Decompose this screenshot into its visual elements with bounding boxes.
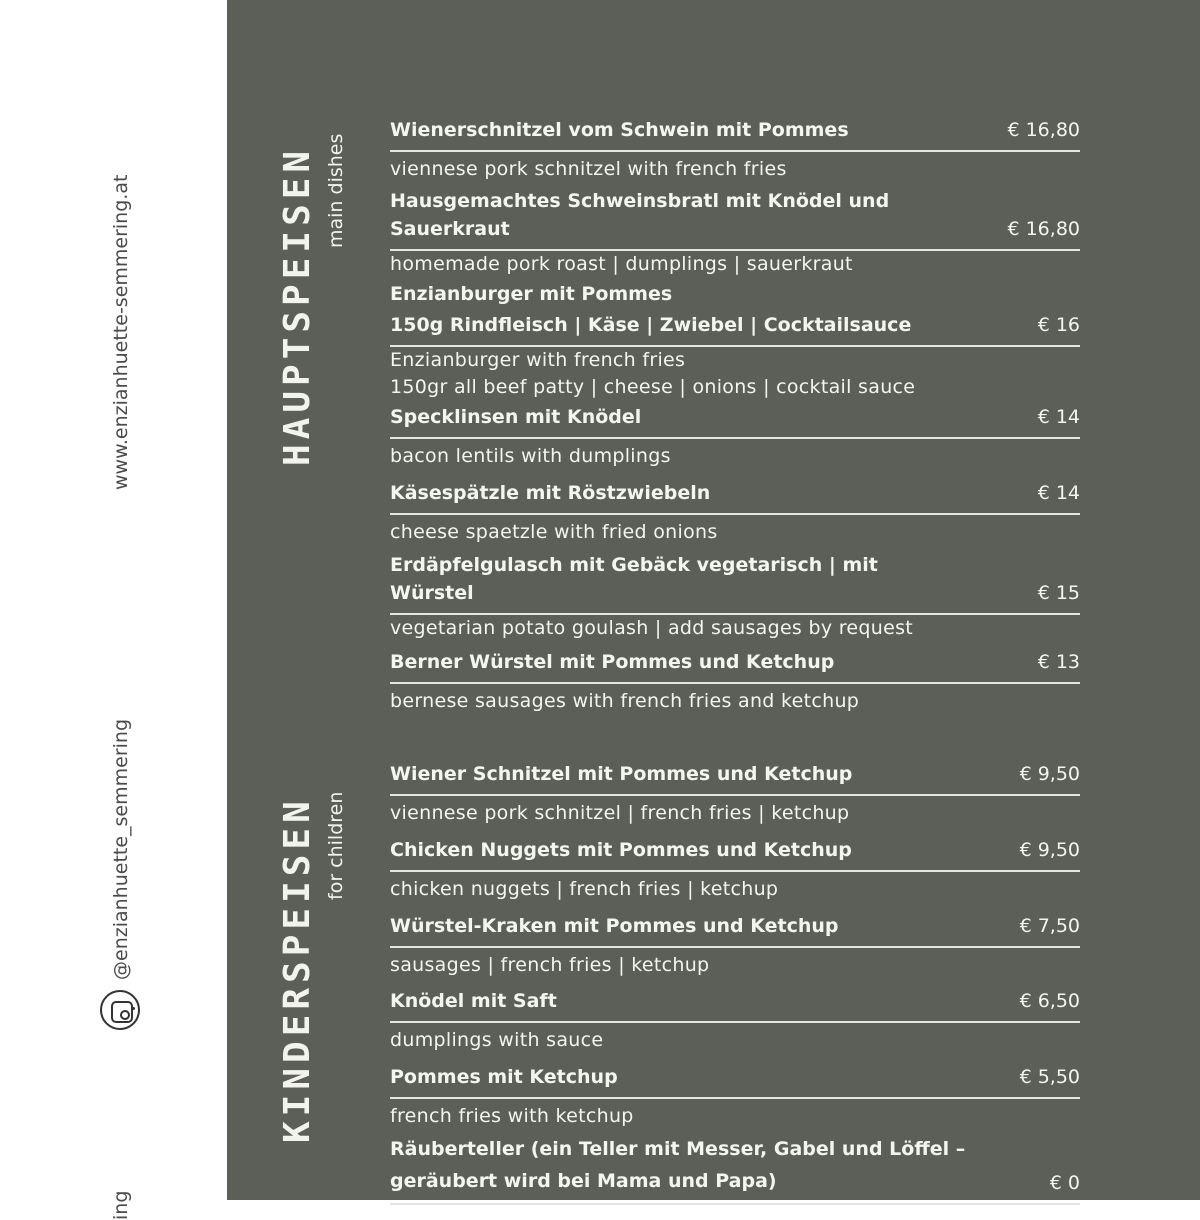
item-name-detail: 150g Rindfleisch | Käse | Zwiebel | Cocktailsauce xyxy=(390,314,912,336)
menu-item xyxy=(390,551,1080,642)
item-price: € 6,50 xyxy=(1019,990,1080,1012)
menu-item xyxy=(390,1063,1080,1130)
menu-item xyxy=(390,116,1080,183)
item-name: Erdäpfelgulasch mit Gebäck vegetarisch | mit Würstel xyxy=(390,554,878,604)
item-name: Käsespätzle mit Röstzwiebeln xyxy=(390,482,711,504)
item-description: bernese sausages with french fries and ketchup xyxy=(390,690,860,712)
item-description: bacon lentils with dumplings xyxy=(390,445,671,467)
item-description: viennese pork schnitzel with french fries xyxy=(390,158,787,180)
item-price: € 16,80 xyxy=(1007,119,1080,141)
menu-item xyxy=(390,187,1080,278)
item-description: vegetarian potato goulash | add sausages by request xyxy=(390,617,914,639)
section-title-children: KINDERSPEISEN xyxy=(277,796,318,1143)
item-price: € 0 xyxy=(1049,1172,1080,1194)
section-subtitle-children: for children xyxy=(325,791,347,900)
item-name: Räuberteller (ein Teller mit Messer, Gabel und Löffel – geräubert wird bei Mama und Papa) xyxy=(390,1138,966,1192)
menu-item xyxy=(390,479,1080,546)
item-name: Berner Würstel mit Pommes und Ketchup xyxy=(390,651,835,673)
item-name: Enzianburger mit Pommes xyxy=(390,283,673,305)
item-description: homemade pork roast | dumplings | sauerkraut xyxy=(390,253,853,275)
cutoff-text: ing xyxy=(110,1190,132,1220)
item-price: € 9,50 xyxy=(1019,839,1080,861)
menu-item xyxy=(390,1133,1080,1205)
item-name: Wiener Schnitzel mit Pommes und Ketchup xyxy=(390,763,853,785)
item-price: € 7,50 xyxy=(1019,915,1080,937)
instagram-icon[interactable] xyxy=(100,990,140,1030)
item-name: Pommes mit Ketchup xyxy=(390,1066,618,1088)
item-price: € 14 xyxy=(1037,482,1080,504)
item-description: sausages | french fries | ketchup xyxy=(390,954,710,976)
item-name: Würstel-Kraken mit Pommes und Ketchup xyxy=(390,915,839,937)
item-price: € 16,80 xyxy=(1007,218,1080,240)
menu-item xyxy=(390,648,1080,715)
item-name: Knödel mit Saft xyxy=(390,990,557,1012)
item-description: french fries with ketchup xyxy=(390,1105,634,1127)
item-price: € 15 xyxy=(1037,582,1080,604)
item-description-detail: 150gr all beef patty | cheese | onions | cocktail sauce xyxy=(390,376,916,398)
item-description: viennese pork schnitzel | french fries | ketchup xyxy=(390,802,850,824)
item-price: € 5,50 xyxy=(1019,1066,1080,1088)
item-description: Enzianburger with french fries xyxy=(390,349,686,371)
menu-item xyxy=(390,836,1080,903)
menu-item xyxy=(390,912,1080,979)
instagram-handle[interactable]: @enzianhuette_semmering xyxy=(110,718,132,980)
item-price: € 9,50 xyxy=(1019,763,1080,785)
left-sidebar xyxy=(0,0,227,1220)
section-subtitle-main: main dishes xyxy=(325,133,347,248)
item-name: Hausgemachtes Schweinsbratl mit Knödel und Sauerkraut xyxy=(390,190,890,240)
menu-item xyxy=(390,760,1080,827)
item-name: Wienerschnitzel vom Schwein mit Pommes xyxy=(390,119,849,141)
item-description: dumplings with sauce xyxy=(390,1029,604,1051)
menu-item xyxy=(390,987,1080,1054)
menu-item xyxy=(390,403,1080,470)
item-price: € 13 xyxy=(1037,651,1080,673)
section-title-main: HAUPTSPEISEN xyxy=(277,145,318,466)
website-link[interactable]: www.enzianhuette-semmering.at xyxy=(110,174,132,490)
menu-panel xyxy=(227,0,1200,1200)
item-price: € 16 xyxy=(1037,314,1080,336)
item-name: Chicken Nuggets mit Pommes und Ketchup xyxy=(390,839,852,861)
item-description: chicken nuggets | french fries | ketchup xyxy=(390,878,779,900)
menu-item xyxy=(390,280,1080,401)
item-description: cheese spaetzle with fried onions xyxy=(390,521,718,543)
item-price: € 14 xyxy=(1037,406,1080,428)
item-name: Specklinsen mit Knödel xyxy=(390,406,642,428)
